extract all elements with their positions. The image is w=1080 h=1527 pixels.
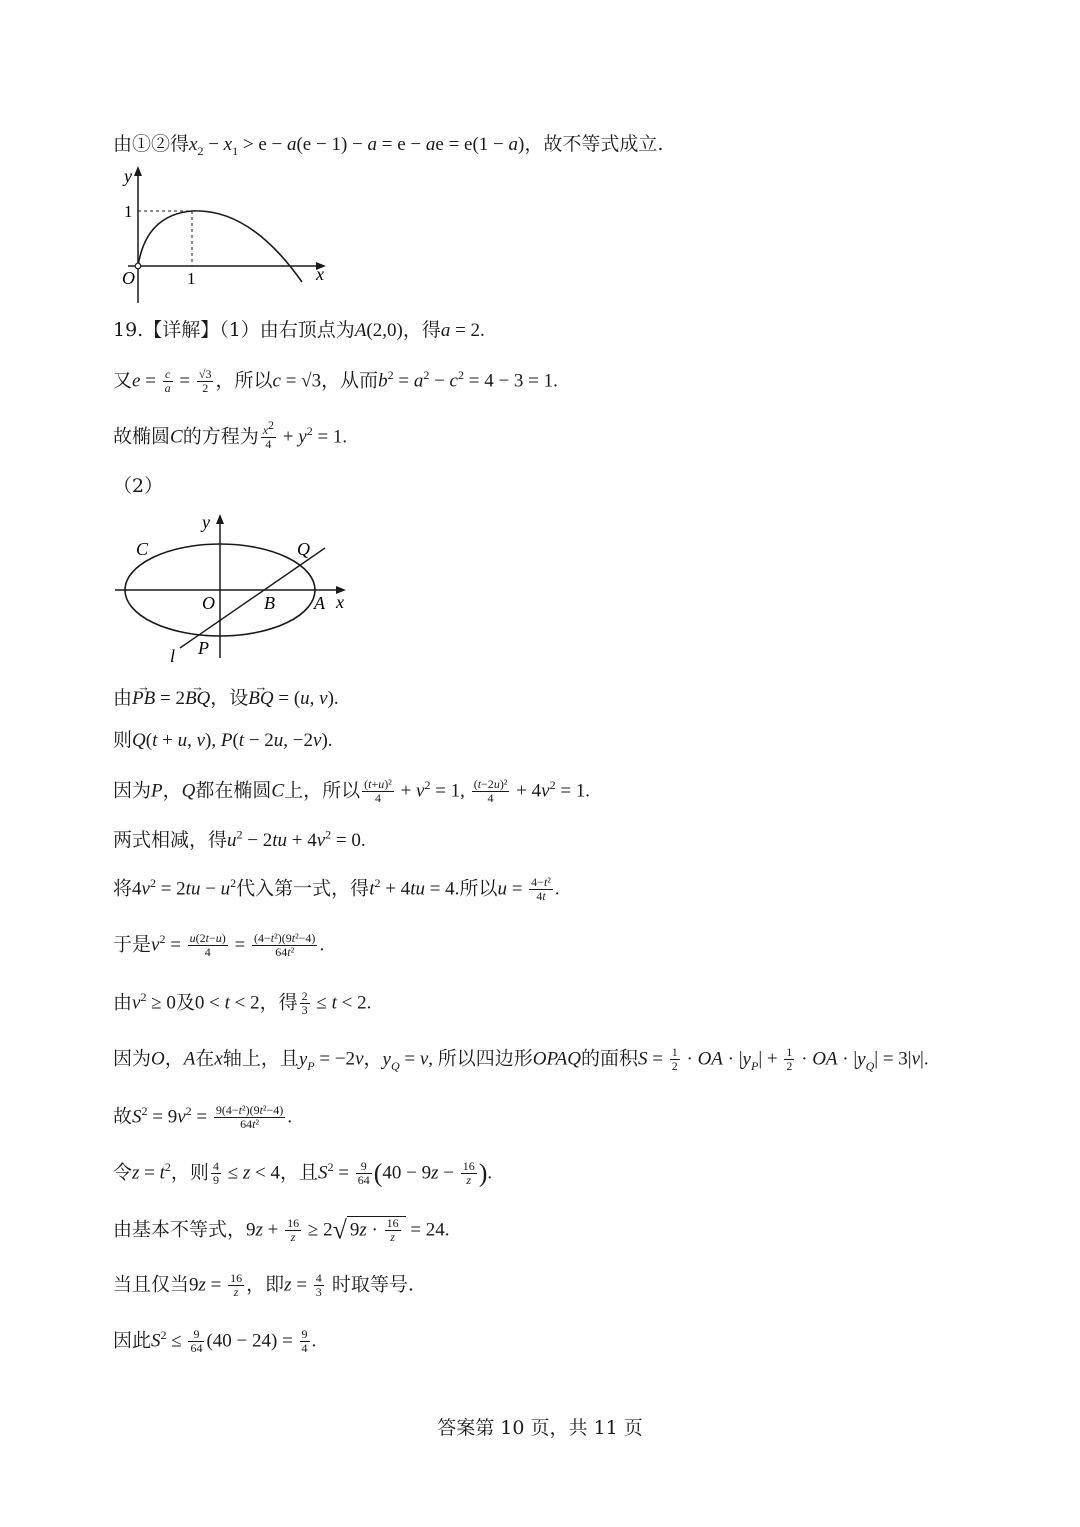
x-tick-label: 1 xyxy=(187,269,196,288)
text: 由基本不等式， xyxy=(113,1218,247,1241)
point-label-q: Q xyxy=(297,539,310,559)
line-label-l: l xyxy=(170,646,176,666)
line-am-gm: 由基本不等式，9z + $\frac{16}{z}$ ≥ 2√ 9z · $\frac{16}{z}$ = 24. xyxy=(113,1215,450,1245)
point-label-p: P xyxy=(198,638,209,658)
line-equality-case: 当且仅当9z = $\frac{16}{z}$ ，即z = $\frac{4}{3}$ 时取等号. xyxy=(113,1271,414,1299)
line-subtract: 两式相减，得$u^2 - 2tu + 4v^2 = 0$. xyxy=(113,827,366,851)
point-label-b: B xyxy=(264,593,275,613)
text: 由①②得 xyxy=(113,133,190,155)
text: 因为 xyxy=(113,1047,152,1070)
text: 故 xyxy=(113,1105,133,1128)
function-graph-figure xyxy=(110,160,340,310)
text: 代入第一式，得 xyxy=(236,877,370,900)
text: 因为 xyxy=(113,779,152,802)
text: ，所以 xyxy=(215,369,273,392)
ellipse-figure xyxy=(110,508,360,668)
line-ellipse-equation: 故椭圆C的方程为 $\frac{x^2}{4}$ + $y^2 = 1$. xyxy=(113,418,348,451)
text: ，且 xyxy=(280,1161,319,1184)
y-tick-label: 1 xyxy=(124,202,133,221)
text: 在 xyxy=(195,1047,215,1070)
text: 将 xyxy=(113,877,133,900)
x-axis-label: x xyxy=(336,592,344,612)
y-axis-label: y xyxy=(124,166,132,186)
line-t-range: 由$v^2 \ge 0$及0 < t < 2，得 $\frac{2}{3}$ ≤ t < 2. xyxy=(113,989,372,1017)
text: 的面积 xyxy=(581,1047,639,1070)
text: 因此 xyxy=(113,1329,152,1352)
text: 由 xyxy=(113,991,133,1014)
text: 由 xyxy=(113,687,133,709)
text: 上，所以 xyxy=(284,779,361,802)
point-label-a: A xyxy=(314,593,325,613)
text: 轴上，且 xyxy=(222,1047,299,1070)
page-footer: 答案第 10 页，共 11 页 xyxy=(437,1417,643,1439)
origin-label: O xyxy=(202,593,215,613)
line-area: 因为O，A在x轴上，且$y_P = -2v$，$y_Q = v$, 所以四边形OPAQ的面积S = $\frac{1}{2}$ · OA · $|y_P|$ + $\frac{1}{2}$ · OA · $|y_Q| = 3|v|$. xyxy=(113,1045,929,1073)
text: 19.【详解】（1）由右顶点为 xyxy=(113,319,355,341)
line-s-squared: 故$S^2 = 9v^2$ = $\frac{\text{9(4−t²)(9t²−4)}}{\text{64t²}}$ . xyxy=(113,1103,293,1131)
origin-label: O xyxy=(122,268,135,288)
line-part2-label xyxy=(113,474,163,498)
text: 时取等号. xyxy=(325,1273,414,1296)
text: 两式相减，得 xyxy=(113,829,228,851)
text: ，设 xyxy=(210,687,249,709)
x-axis-label: x xyxy=(316,264,324,284)
line-eccentricity: 又e = $\frac{c}{a}$ = $\frac{√3}{2}$ ，所以c = √3，从而$b^2 = a^2 - c^2 = 4 - 3 = 1$. xyxy=(113,367,558,395)
text: ，即 xyxy=(246,1273,285,1296)
text: 及 xyxy=(175,991,195,1014)
text: 于是 xyxy=(113,933,152,956)
line-vector-relation: 由→ PB = 2→ BQ，设→ BQ = (u, v). xyxy=(113,686,339,711)
y-axis-label: y xyxy=(202,512,210,532)
text: 则 xyxy=(113,729,133,751)
line-conclusion: 因此$S^2$ ≤ $\frac{9}{64}$ (40 − 24) = $\frac{9}{4}$ . xyxy=(113,1327,317,1355)
text: 令 xyxy=(113,1161,133,1184)
text: ，得 xyxy=(402,319,441,341)
text: 又 xyxy=(113,369,133,392)
text: 所以四边形 xyxy=(437,1047,533,1070)
line-on-ellipse: 因为P，Q都在椭圆C上，所以 $\frac{\text{(t+u)²}}{4}$ + $v^2 = 1$, $\frac{\text{(t−2u)²}}{4}$ + $4v^2 = 1$. xyxy=(113,777,591,805)
line-substitute: 将$4v^2 = 2tu - u^2$代入第一式，得$t^2 + 4tu = 4$.所以u = $\frac{\text{4−t²}}{4t}$ . xyxy=(113,875,560,903)
line-inequality-conclusion: 由①②得$x_2 - x_1 > e - a(e - 1) - a = e$ − ae = e(1 − a)，故不等式成立. xyxy=(113,133,664,158)
ellipse-label-c: C xyxy=(136,539,149,559)
line-z-substitution: 令$z = t^2$，则 $\frac{4}{9}$ ≤ z < 4，且$S^2$ = $\frac{9}{64}$ (40 − 9z − $\frac{16}{z}$ ). xyxy=(113,1158,493,1188)
text: 所以 xyxy=(459,877,498,900)
line-q19-part1: 19.【详解】（1）由右顶点为A(2,0)，得a = 2. xyxy=(113,319,485,341)
text: 都在椭圆 xyxy=(195,779,272,802)
text: 故椭圆 xyxy=(113,425,171,448)
text: ，则 xyxy=(170,1161,209,1184)
text: （2） xyxy=(113,475,164,497)
text: ，故不等式成立. xyxy=(524,133,664,155)
text: ，从而 xyxy=(321,369,379,392)
text: 的方程为 xyxy=(182,425,259,448)
line-v-squared: 于是$v^2$ = $\frac{u(2t-u)}{4}$ = $\frac{\text{(4−t²)(9t²−4)}}{\text{64t²}}$ . xyxy=(113,931,325,959)
text: ，得 xyxy=(259,991,298,1014)
text: 当且仅当 xyxy=(113,1273,190,1296)
line-pq-coordinates: 则Q(t + u, v), P(t − 2u, −2v). xyxy=(113,729,333,751)
